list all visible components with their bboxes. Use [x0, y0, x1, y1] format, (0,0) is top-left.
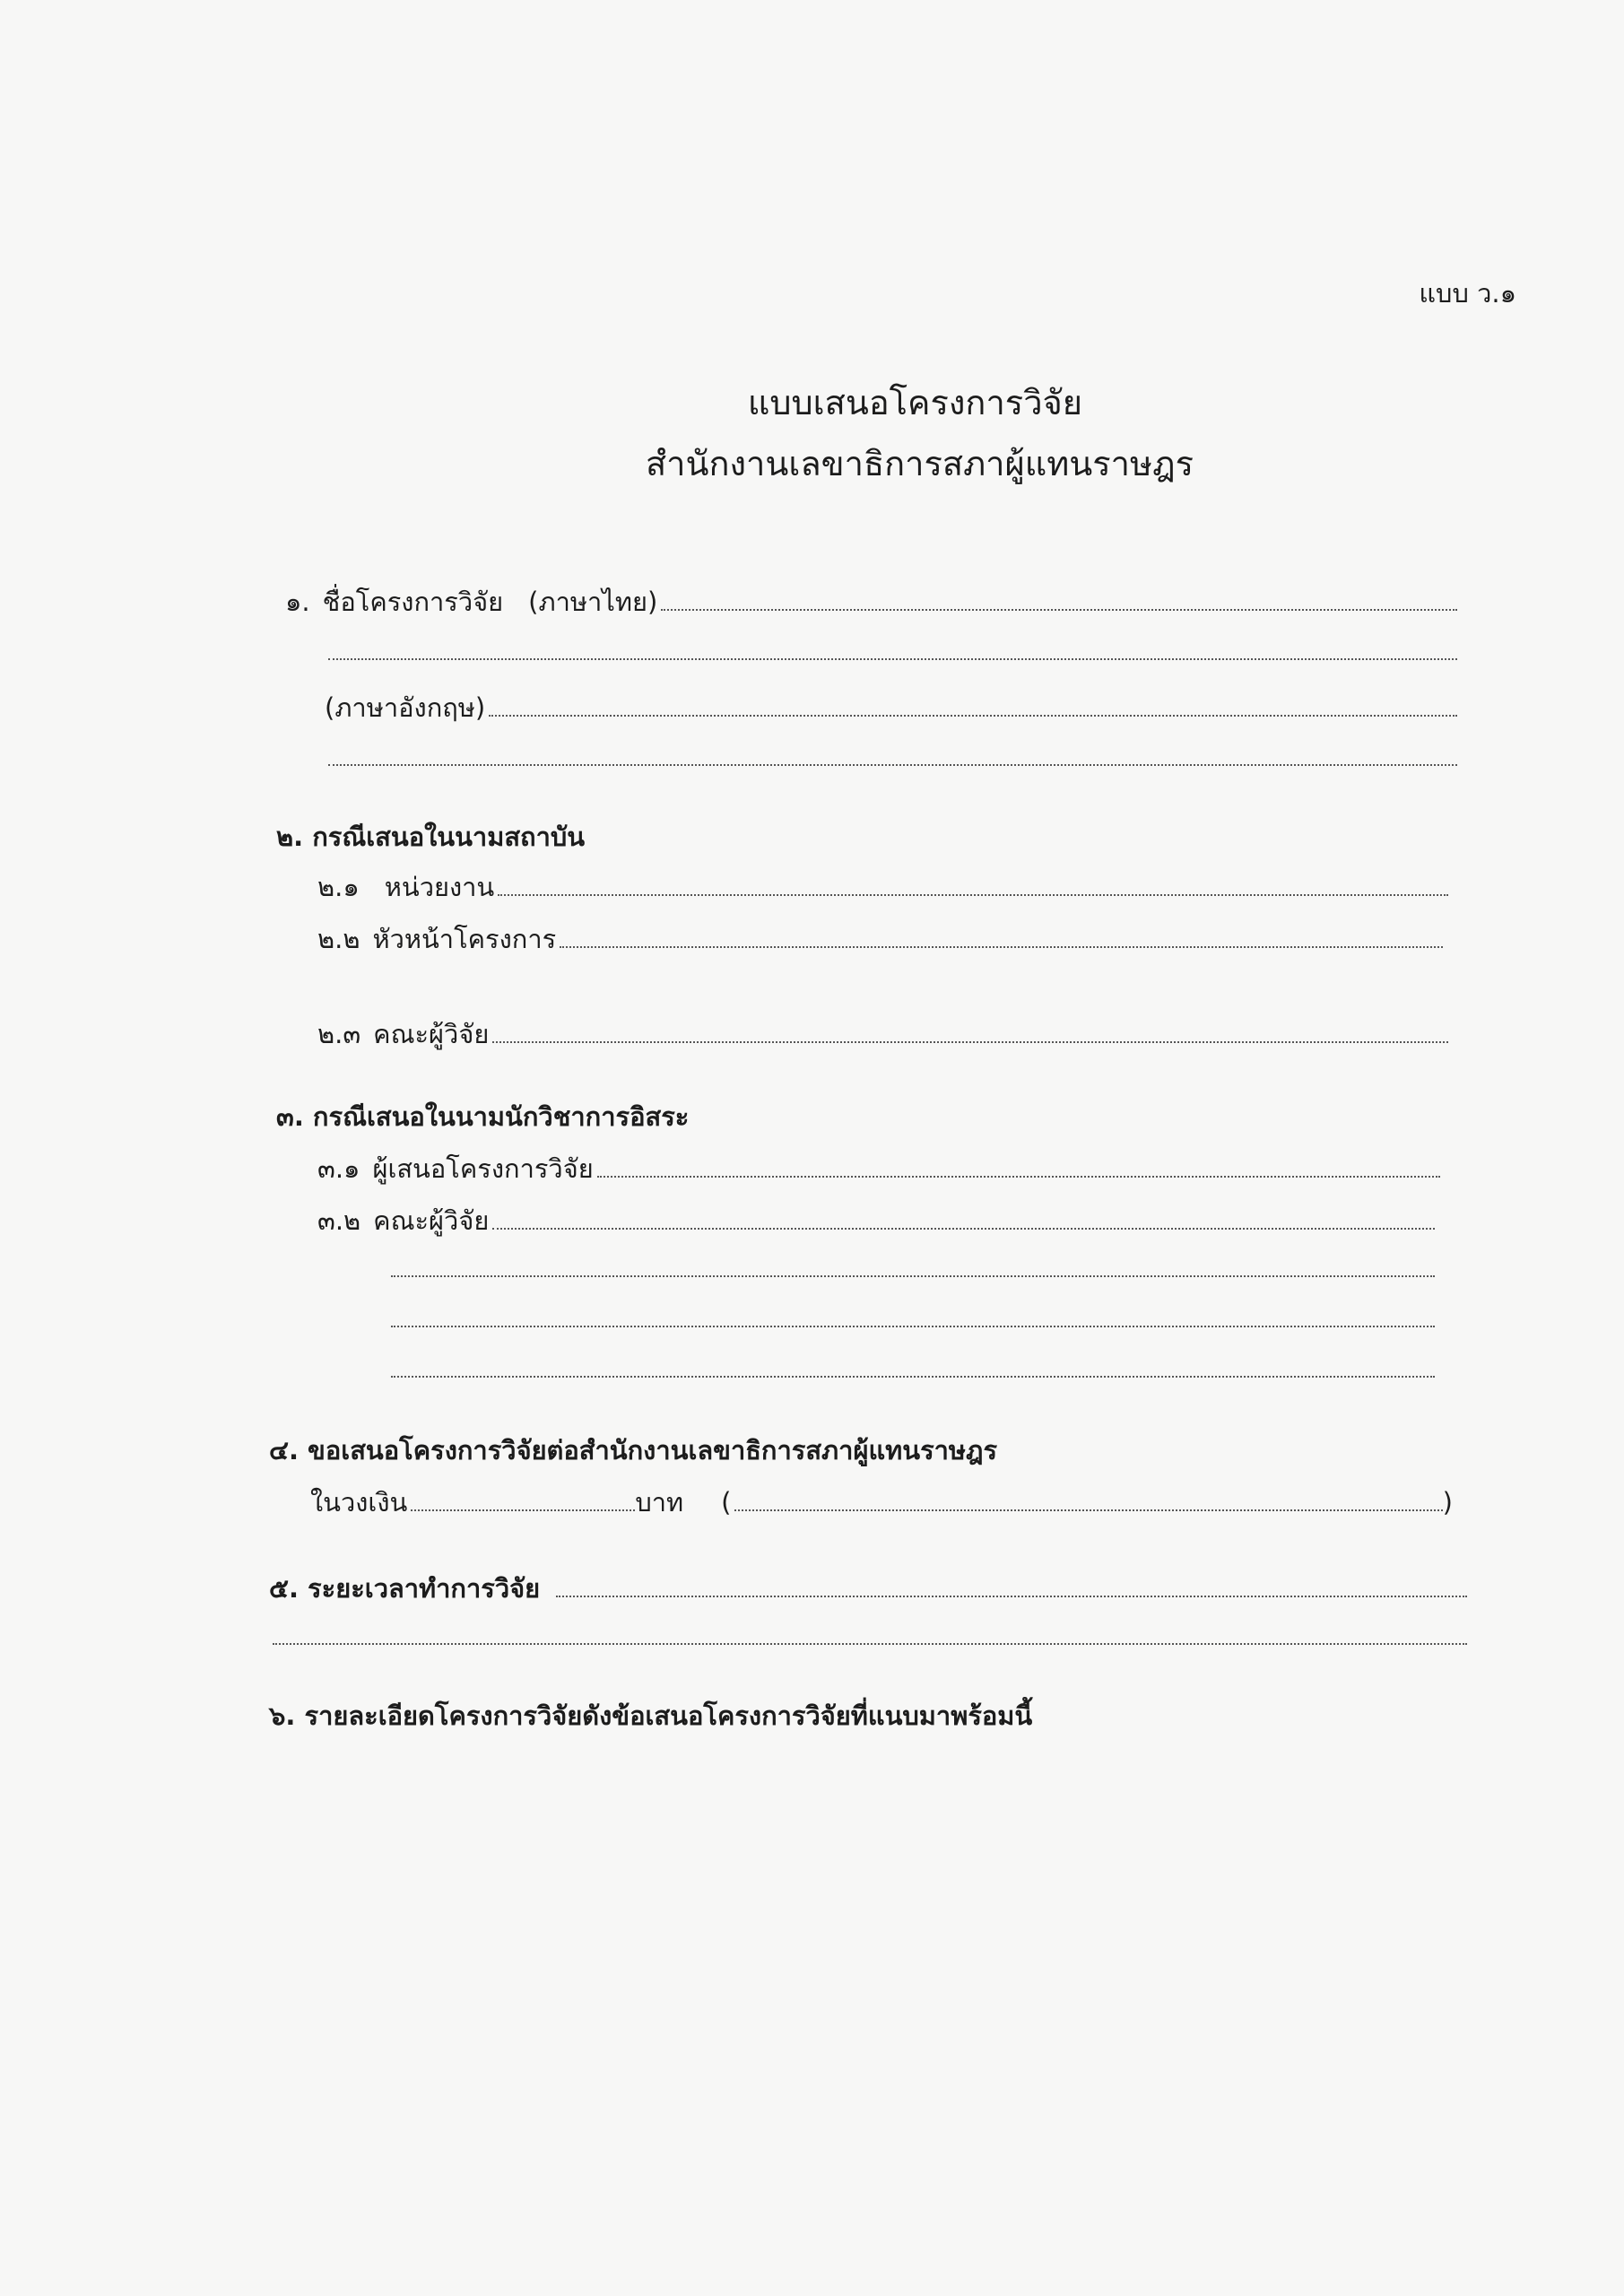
section-3-heading: ๓. กรณีเสนอในนามนักวิชาการอิสระ [276, 1101, 690, 1132]
open-paren: ( [721, 1487, 732, 1518]
project-name-label: ชื่อโครงการวิจัย [322, 587, 504, 617]
independent-researchers-row-2 [387, 1252, 1435, 1277]
project-name-thai-field-2[interactable] [328, 635, 1457, 660]
proposer-label: ผู้เสนอโครงการวิจัย [372, 1153, 594, 1184]
form-code: แบบ ว.๑ [1419, 278, 1516, 309]
institution-researchers-row [317, 1013, 1448, 1055]
budget-in-words-field[interactable] [734, 1486, 1442, 1511]
unit-label: หน่วยงาน [384, 872, 495, 902]
item-2-1-number: ๒.๑ [317, 872, 360, 902]
project-name-english-field[interactable] [489, 691, 1457, 717]
budget-row [310, 1482, 1453, 1523]
project-name-english-row-2 [325, 741, 1457, 766]
close-paren: ) [1442, 1487, 1453, 1518]
section-2-heading: ๒. กรณีเสนอในนามสถาบัน [276, 822, 586, 852]
independent-researchers-row [317, 1200, 1435, 1241]
project-name-thai-field[interactable] [661, 586, 1457, 611]
project-name-english-row [325, 687, 1457, 728]
duration-row-2 [269, 1620, 1467, 1645]
budget-amount-field[interactable] [411, 1486, 635, 1511]
project-name-thai-row [285, 581, 1457, 622]
duration-field[interactable] [556, 1572, 1467, 1597]
project-head-field[interactable] [560, 923, 1443, 948]
item-3-2-number: ๓.๒ [317, 1205, 361, 1236]
institution-unit-row [317, 866, 1448, 908]
project-head-row [317, 918, 1443, 960]
researchers-label: คณะผู้วิจัย [373, 1019, 490, 1049]
independent-researchers-field[interactable] [492, 1205, 1435, 1230]
baht-label: บาท [635, 1487, 684, 1518]
project-head-label: หัวหน้าโครงการ [372, 924, 557, 954]
item-2-2-number: ๒.๒ [317, 924, 360, 954]
section-4-heading: ๔. ขอเสนอโครงการวิจัยต่อสำนักงานเลขาธิการสภาผู้แทนราษฎร [269, 1435, 998, 1465]
item-3-1-number: ๓.๑ [317, 1153, 360, 1184]
section-6-heading: ๖. รายละเอียดโครงการวิจัยดังข้อเสนอโครงการวิจัยที่แนบมาพร้อมนี้ [269, 1700, 1033, 1731]
independent-researchers-field-2[interactable] [391, 1252, 1435, 1277]
independent-researchers-row-4 [387, 1352, 1435, 1378]
duration-field-2[interactable] [273, 1620, 1467, 1645]
project-name-english-field-2[interactable] [328, 741, 1457, 766]
form-subtitle: สำนักงานเลขาธิการสภาผู้แทนราษฎร [645, 444, 1194, 483]
proposer-field[interactable] [597, 1152, 1440, 1178]
independent-researchers-field-3[interactable] [391, 1302, 1435, 1327]
section-5-heading: ๕. ระยะเวลาทำการวิจัย [269, 1573, 541, 1604]
independent-researchers-row-3 [387, 1302, 1435, 1327]
unit-field[interactable] [498, 871, 1448, 896]
item-2-3-number: ๒.๓ [317, 1019, 361, 1049]
english-language-label: (ภาษาอังกฤษ) [325, 692, 486, 723]
independent-researchers-field-4[interactable] [391, 1352, 1435, 1378]
section-1-number: ๑. [285, 587, 310, 617]
form-title: แบบเสนอโครงการวิจัย [747, 383, 1083, 422]
institution-researchers-field[interactable] [492, 1018, 1448, 1043]
thai-language-label: (ภาษาไทย) [528, 587, 658, 617]
duration-row [269, 1568, 1467, 1609]
project-name-thai-row-2 [325, 635, 1457, 660]
independent-researchers-label: คณะผู้วิจัย [373, 1205, 490, 1236]
budget-label: ในวงเงิน [310, 1487, 408, 1518]
proposer-row [317, 1148, 1440, 1189]
